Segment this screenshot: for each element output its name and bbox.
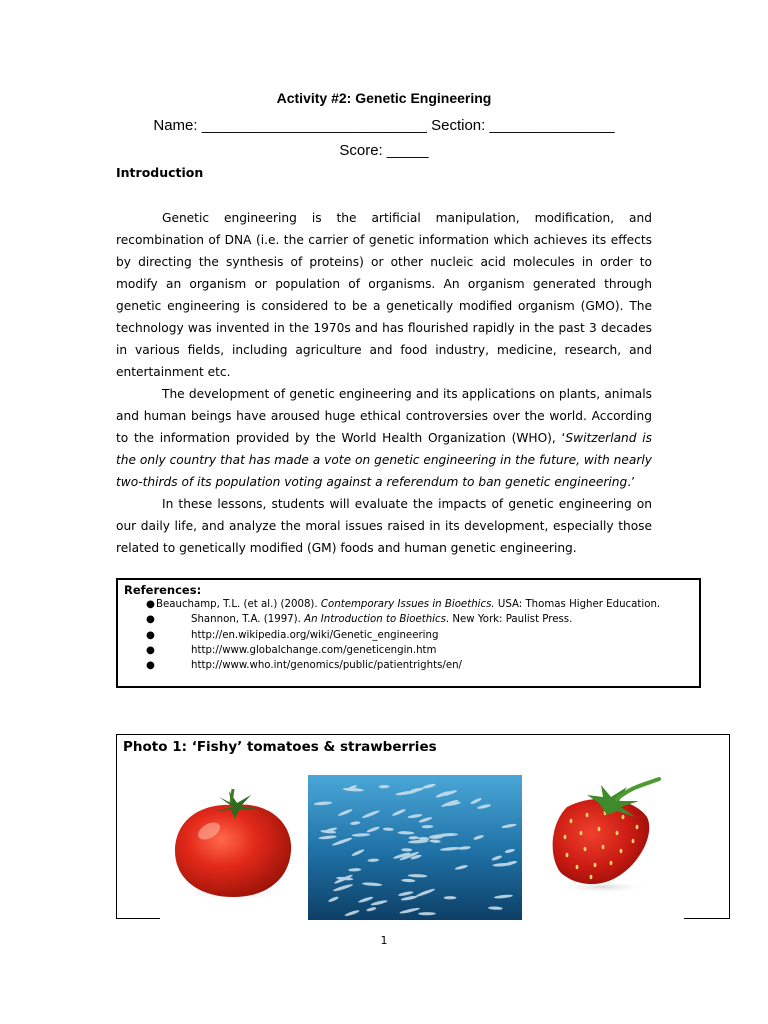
seed-shape [590,875,593,879]
reference-item [146,660,462,675]
tomato-image [171,789,295,901]
seed-shape [610,861,613,865]
reference-publisher: . New York: Paulist Press. [445,614,573,625]
introduction-heading: Introduction [116,165,204,180]
seed-shape [632,839,635,843]
reference-book-title: Contemporary Issues in Bioethics. [320,599,495,610]
introduction-body [116,207,652,559]
score-line: Score: _____ [339,142,429,159]
reference-authors: Beauchamp, T.L. (et al.) (2008). [156,599,321,610]
seed-shape [564,835,567,839]
fish-shape [444,896,457,899]
reference-text [156,599,660,610]
reference-link[interactable]: http://www.globalchange.com/geneticengin.htm [191,645,437,656]
seed-shape [620,849,623,853]
photo-box-bottom-rule [684,918,730,919]
references-box [116,578,701,688]
reference-item [146,614,573,629]
bullet-icon: ● [146,630,155,641]
intro-paragraph-2 [116,383,652,493]
switzerland-quote: Switzerland is the only country that has made a vote on genetic engineering in the future, with nearly two-thirds of its population voting against a referendum to ban genetic engineering [116,431,652,489]
photo-box [116,734,730,919]
reference-book-title: An Introduction to Bioethics [304,614,446,625]
paragraph-2-end: .’ [627,475,636,489]
reference-authors: Shannon, T.A. (1997). [191,614,305,625]
seed-shape [580,831,583,835]
reference-text [191,614,572,625]
seed-shape [636,825,639,829]
page-number: 1 [380,934,388,947]
seed-shape [576,865,579,869]
reference-item [146,630,439,645]
photo-title: Photo 1: ‘Fishy’ tomatoes & strawberries [123,739,437,755]
reference-publisher: USA: Thomas Higher Education. [494,599,661,610]
references-title: References: [124,583,202,597]
school-of-fish-image [308,775,522,920]
bullet-icon: ● [146,645,155,656]
bullet-icon: ● [146,599,155,610]
intro-paragraph-1: Genetic engineering is the artificial manipulation, modification, and recombination of DNA (i.e. the carrier of genetic information which achieves its effects by directing the synthesis of proteins) or other nucleic acid molecules in order to modify an organism or population of organisms. An organism generated through genetic engineering is considered to be a genetically modified organism (GMO). The technology was invented in the 1970s and has flourished rapidly in the past 3 decades in various fields, including agriculture and food industry, medicine, research, and entertainment etc. [116,211,652,379]
seed-shape [594,863,597,867]
strawberry-image [547,777,671,895]
reference-item [146,599,661,614]
seed-shape [616,831,619,835]
seed-shape [566,853,569,857]
name-section-line: Name: ___________________________ Section: _______________ [153,117,615,134]
seed-shape [622,815,625,819]
seed-shape [584,847,587,851]
bullet-icon: ● [146,614,155,625]
reference-item [146,645,437,660]
seed-shape [598,827,601,831]
activity-title: Activity #2: Genetic Engineering [276,90,492,106]
reference-link[interactable]: http://www.who.int/genomics/public/patientrights/en/ [191,660,462,671]
seed-shape [570,819,573,823]
reference-link[interactable]: http://en.wikipedia.org/wiki/Genetic_engineering [191,630,439,641]
seed-shape [602,845,605,849]
paragraph-2-text: The development of genetic engineering and its applications on plants, animals and human beings have aroused huge ethical controversies over the world. According to the information provided by the World Health Organization (WHO), ‘ [116,387,652,445]
bullet-icon: ● [146,660,155,671]
seed-shape [586,813,589,817]
photo-box-bottom-rule [116,918,160,919]
intro-paragraph-3: In these lessons, students will evaluate the impacts of genetic engineering on our daily life, and analyze the moral issues raised in its development, especially those related to genetically modified (GM) foods and human genetic engineering. [116,497,652,555]
